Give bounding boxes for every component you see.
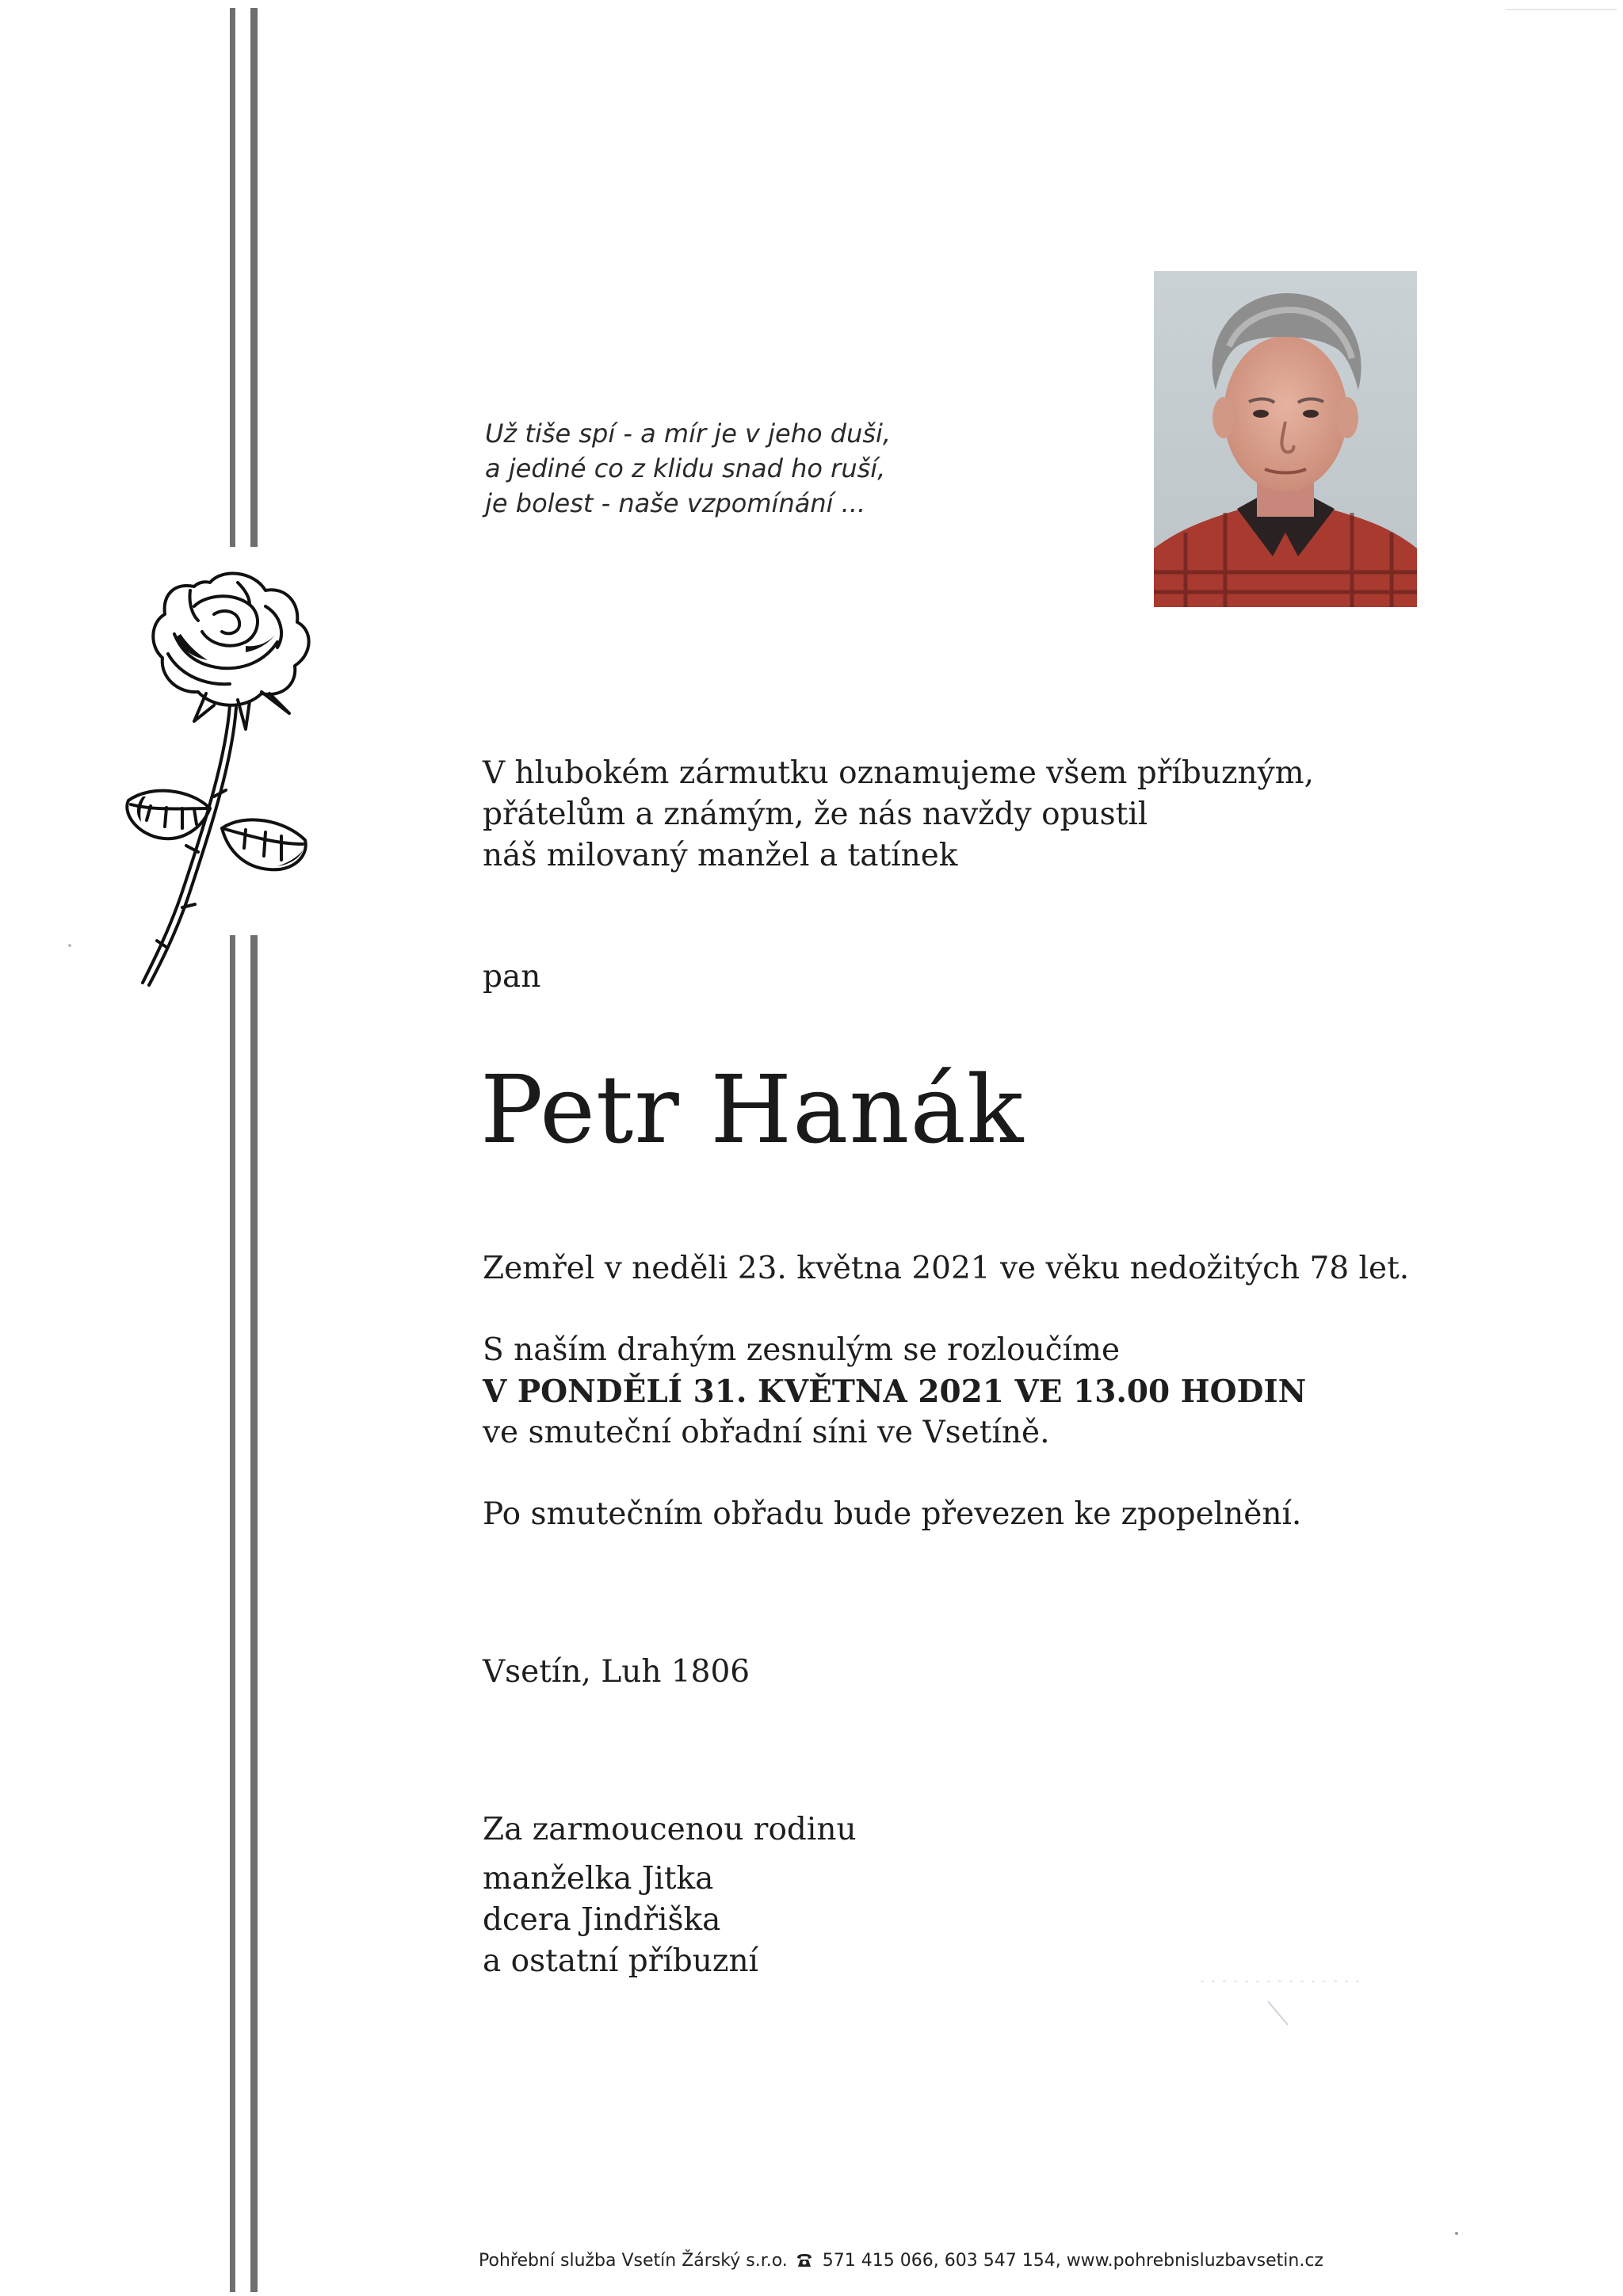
poem-line: a jediné co z klidu snad ho ruší, [485, 453, 886, 483]
family-member: a ostatní příbuzní [483, 1943, 759, 1979]
family-member: manželka Jitka [483, 1861, 714, 1897]
poem-line: Už tiše spí - a mír je v jeho duši, [485, 418, 892, 449]
cremation-note: Po smutečním obřadu bude převezen ke zpopelnění. [483, 1496, 1302, 1532]
farewell-line: S naším drahým zesnulým se rozloučíme [483, 1332, 1121, 1368]
family-member: dcera Jindřiška [483, 1902, 721, 1938]
family-lead: Za zarmoucenou rodinu [483, 1812, 857, 1847]
honorific: pan [483, 959, 541, 995]
poem-line: je bolest - naše vzpomínání ... [485, 488, 866, 518]
footer-contact-details: 571 415 066, 603 547 154, www.pohrebnisluzbavsetin.cz [822, 2251, 1323, 2271]
death-notice: Zemřel v neděli 23. května 2021 ve věku nedožitých 78 let. [483, 1251, 1410, 1286]
deceased-name: Petr Hanák [480, 1055, 1025, 1164]
farewell-date-time: V PONDĚLÍ 31. KVĚTNA 2021 VE 13.00 HODIN [483, 1373, 1307, 1410]
announcement-line: V hlubokém zármutku oznamujeme všem příbuzným, [483, 755, 1315, 791]
address: Vsetín, Luh 1806 [483, 1654, 750, 1690]
footer-company: Pohřební služba Vsetín Žárský s.r.o. [479, 2251, 788, 2271]
announcement-line: přátelům a známým, že nás navždy opustil [483, 797, 1148, 832]
announcement-line: náš milovaný manžel a tatínek [483, 838, 958, 873]
farewell-place: ve smuteční obřadní síni ve Vsetíně. [483, 1415, 1050, 1450]
